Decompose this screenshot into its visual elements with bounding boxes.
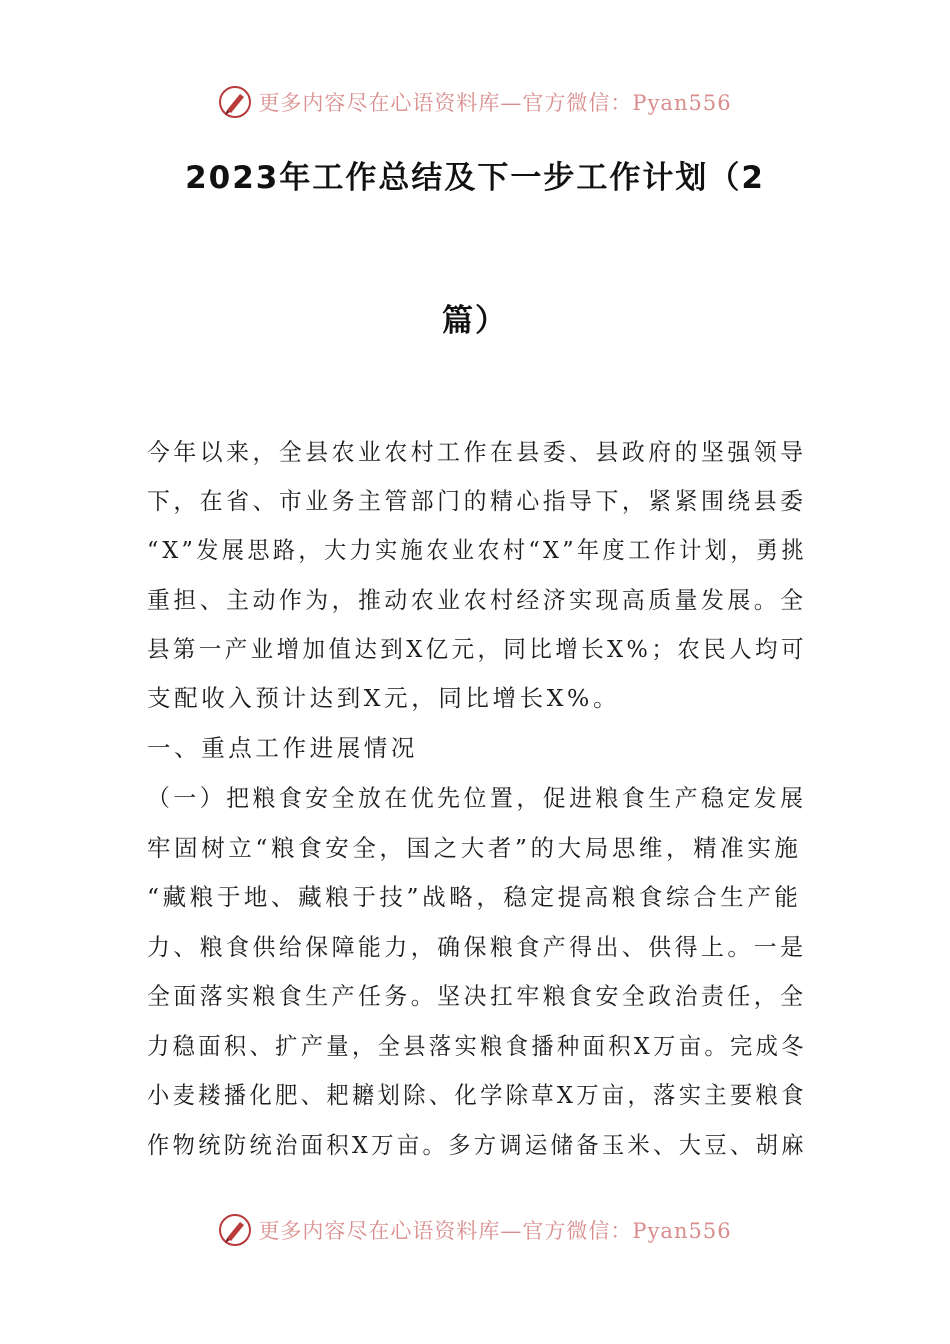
section-heading: 一、重点工作进展情况	[147, 734, 418, 762]
pen-logo-icon	[218, 1213, 252, 1247]
watermark-text: 更多内容尽在心语资料库—官方微信：Pyan556	[258, 91, 732, 115]
document-title-line-1: 2023年工作总结及下一步工作计划（2	[185, 160, 765, 196]
body-line-13: 力稳面积、扩产量，全县落实粮食播种面积X万亩。完成冬	[147, 1032, 807, 1060]
body-line-15: 作物统防统治面积X万亩。多方调运储备玉米、大豆、胡麻	[147, 1131, 807, 1159]
watermark-text: 更多内容尽在心语资料库—官方微信：Pyan556	[258, 1219, 732, 1243]
body-line-2: 下，在省、市业务主管部门的精心指导下，紧紧围绕县委	[147, 487, 807, 515]
body-line-9: 牢固树立“粮食安全，国之大者”的大局思维，精准实施	[147, 834, 802, 862]
header-watermark	[0, 82, 950, 122]
body-line-10: “藏粮于地、藏粮于技”战略，稳定提高粮食综合生产能	[147, 883, 802, 911]
body-line-3: “X”发展思路，大力实施农业农村“X”年度工作计划，勇挑	[147, 536, 807, 564]
body-line-4: 重担、主动作为，推动农业农村经济实现高质量发展。全	[147, 586, 807, 614]
document-title-line-2: 篇）	[442, 303, 508, 339]
body-line-6: 支配收入预计达到X元，同比增长X%。	[147, 684, 621, 712]
body-line-14: 小麦耧播化肥、耙耱划除、化学除草X万亩，落实主要粮食	[147, 1081, 807, 1109]
pen-logo-icon	[218, 85, 252, 119]
body-line-11: 力、粮食供给保障能力，确保粮食产得出、供得上。一是	[147, 933, 807, 961]
body-line-5: 县第一产业增加值达到X亿元，同比增长X%；农民人均可	[147, 635, 807, 663]
body-line-1: 今年以来，全县农业农村工作在县委、县政府的坚强领导	[147, 438, 807, 466]
body-line-12: 全面落实粮食生产任务。坚决扛牢粮食安全政治责任，全	[147, 982, 807, 1010]
subsection-heading: （一）把粮食安全放在优先位置，促进粮食生产稳定发展	[147, 784, 807, 812]
footer-watermark	[0, 1210, 950, 1250]
